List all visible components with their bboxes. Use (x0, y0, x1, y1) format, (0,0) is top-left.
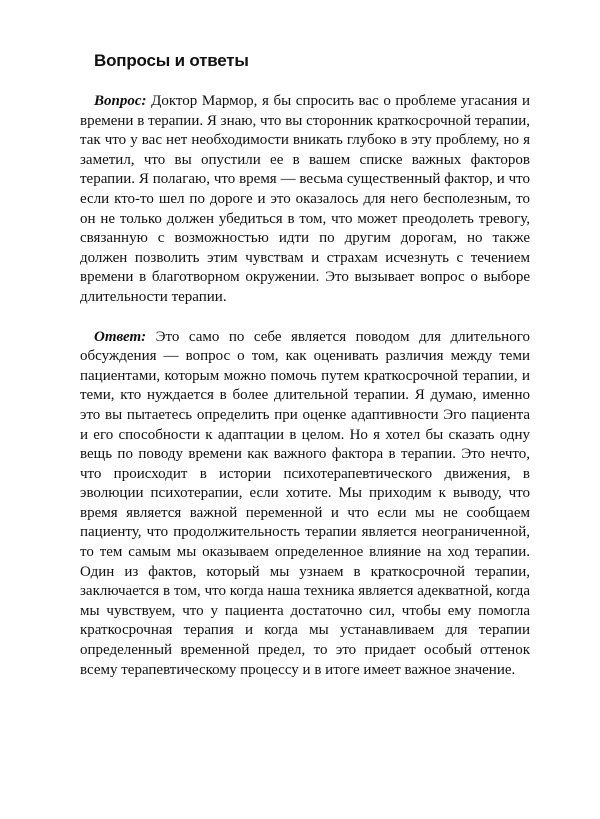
question-label-text: Вопрос (94, 93, 142, 109)
answer-label-text: Ответ (94, 328, 142, 345)
answer-label-colon: : (141, 328, 147, 345)
question-label-colon: : (141, 93, 147, 109)
answer-paragraph (80, 328, 530, 681)
section-title: Вопросы и ответы (94, 51, 249, 70)
page (80, 50, 530, 680)
answer-text: Это само по себе является поводом для длительного обсуждения — вопрос о том, как оценивать различия между теми пациентами, которым можно помочь путем краткосрочной терапии, и теми, кто нуждается в более длительной терапии. Я думаю, именно это вы пытаетесь определить при оценке адаптивности Эго пациента и его способности к адаптации в целом. Но я хотел бы сказать одну вещь по поводу времени как важного фактора в терапии. Это нечто, что происходит в истории психотерапевтического движения, в эволюции психотерапии, если хотите. Мы приходим к выводу, что время является важной переменной и что если мы не сообщаем пациенту, что продолжительность терапии является неограниченной, то тем самым мы оказываем определенное влияние на ход терапии. Один из фактов, который мы узнаем в краткосрочной терапии, заключается в том, что когда наша техника является адекватной, когда мы чувствуем, что у пациента достаточно сил, чтобы ему помогла краткосрочная терапия и когда мы устанавливаем для терапии определенный временной предел, то это придает особый оттенок всему терапевтическому процессу и в итоге имеет важное значение. (80, 328, 530, 678)
question-paragraph (80, 92, 530, 308)
answer-label (94, 329, 146, 345)
question-label (94, 93, 147, 109)
question-text: Доктор Мармор, я бы спросить вас о проблеме угасания и времени в терапии. Я знаю, что вы сторонник краткосрочной терапии, так что у вас нет необходимости вникать глубоко в эту проблему, но я заметил, что вы опустили ее в вашем списке важных факторов терапии. Я полагаю, что время — весьма существенный фактор, и что если кто-то шел по дороге и это оказалось для него бесполезным, то он не только должен убедиться в том, что может преодолеть тревогу, связанную с возможностью идти по другим дорогам, но также должен позволить этим чувствам и страхам исчезнуть с течением времени в благотворном окружении. Это вызывает вопрос о выборе длительности терапии. (80, 93, 530, 305)
